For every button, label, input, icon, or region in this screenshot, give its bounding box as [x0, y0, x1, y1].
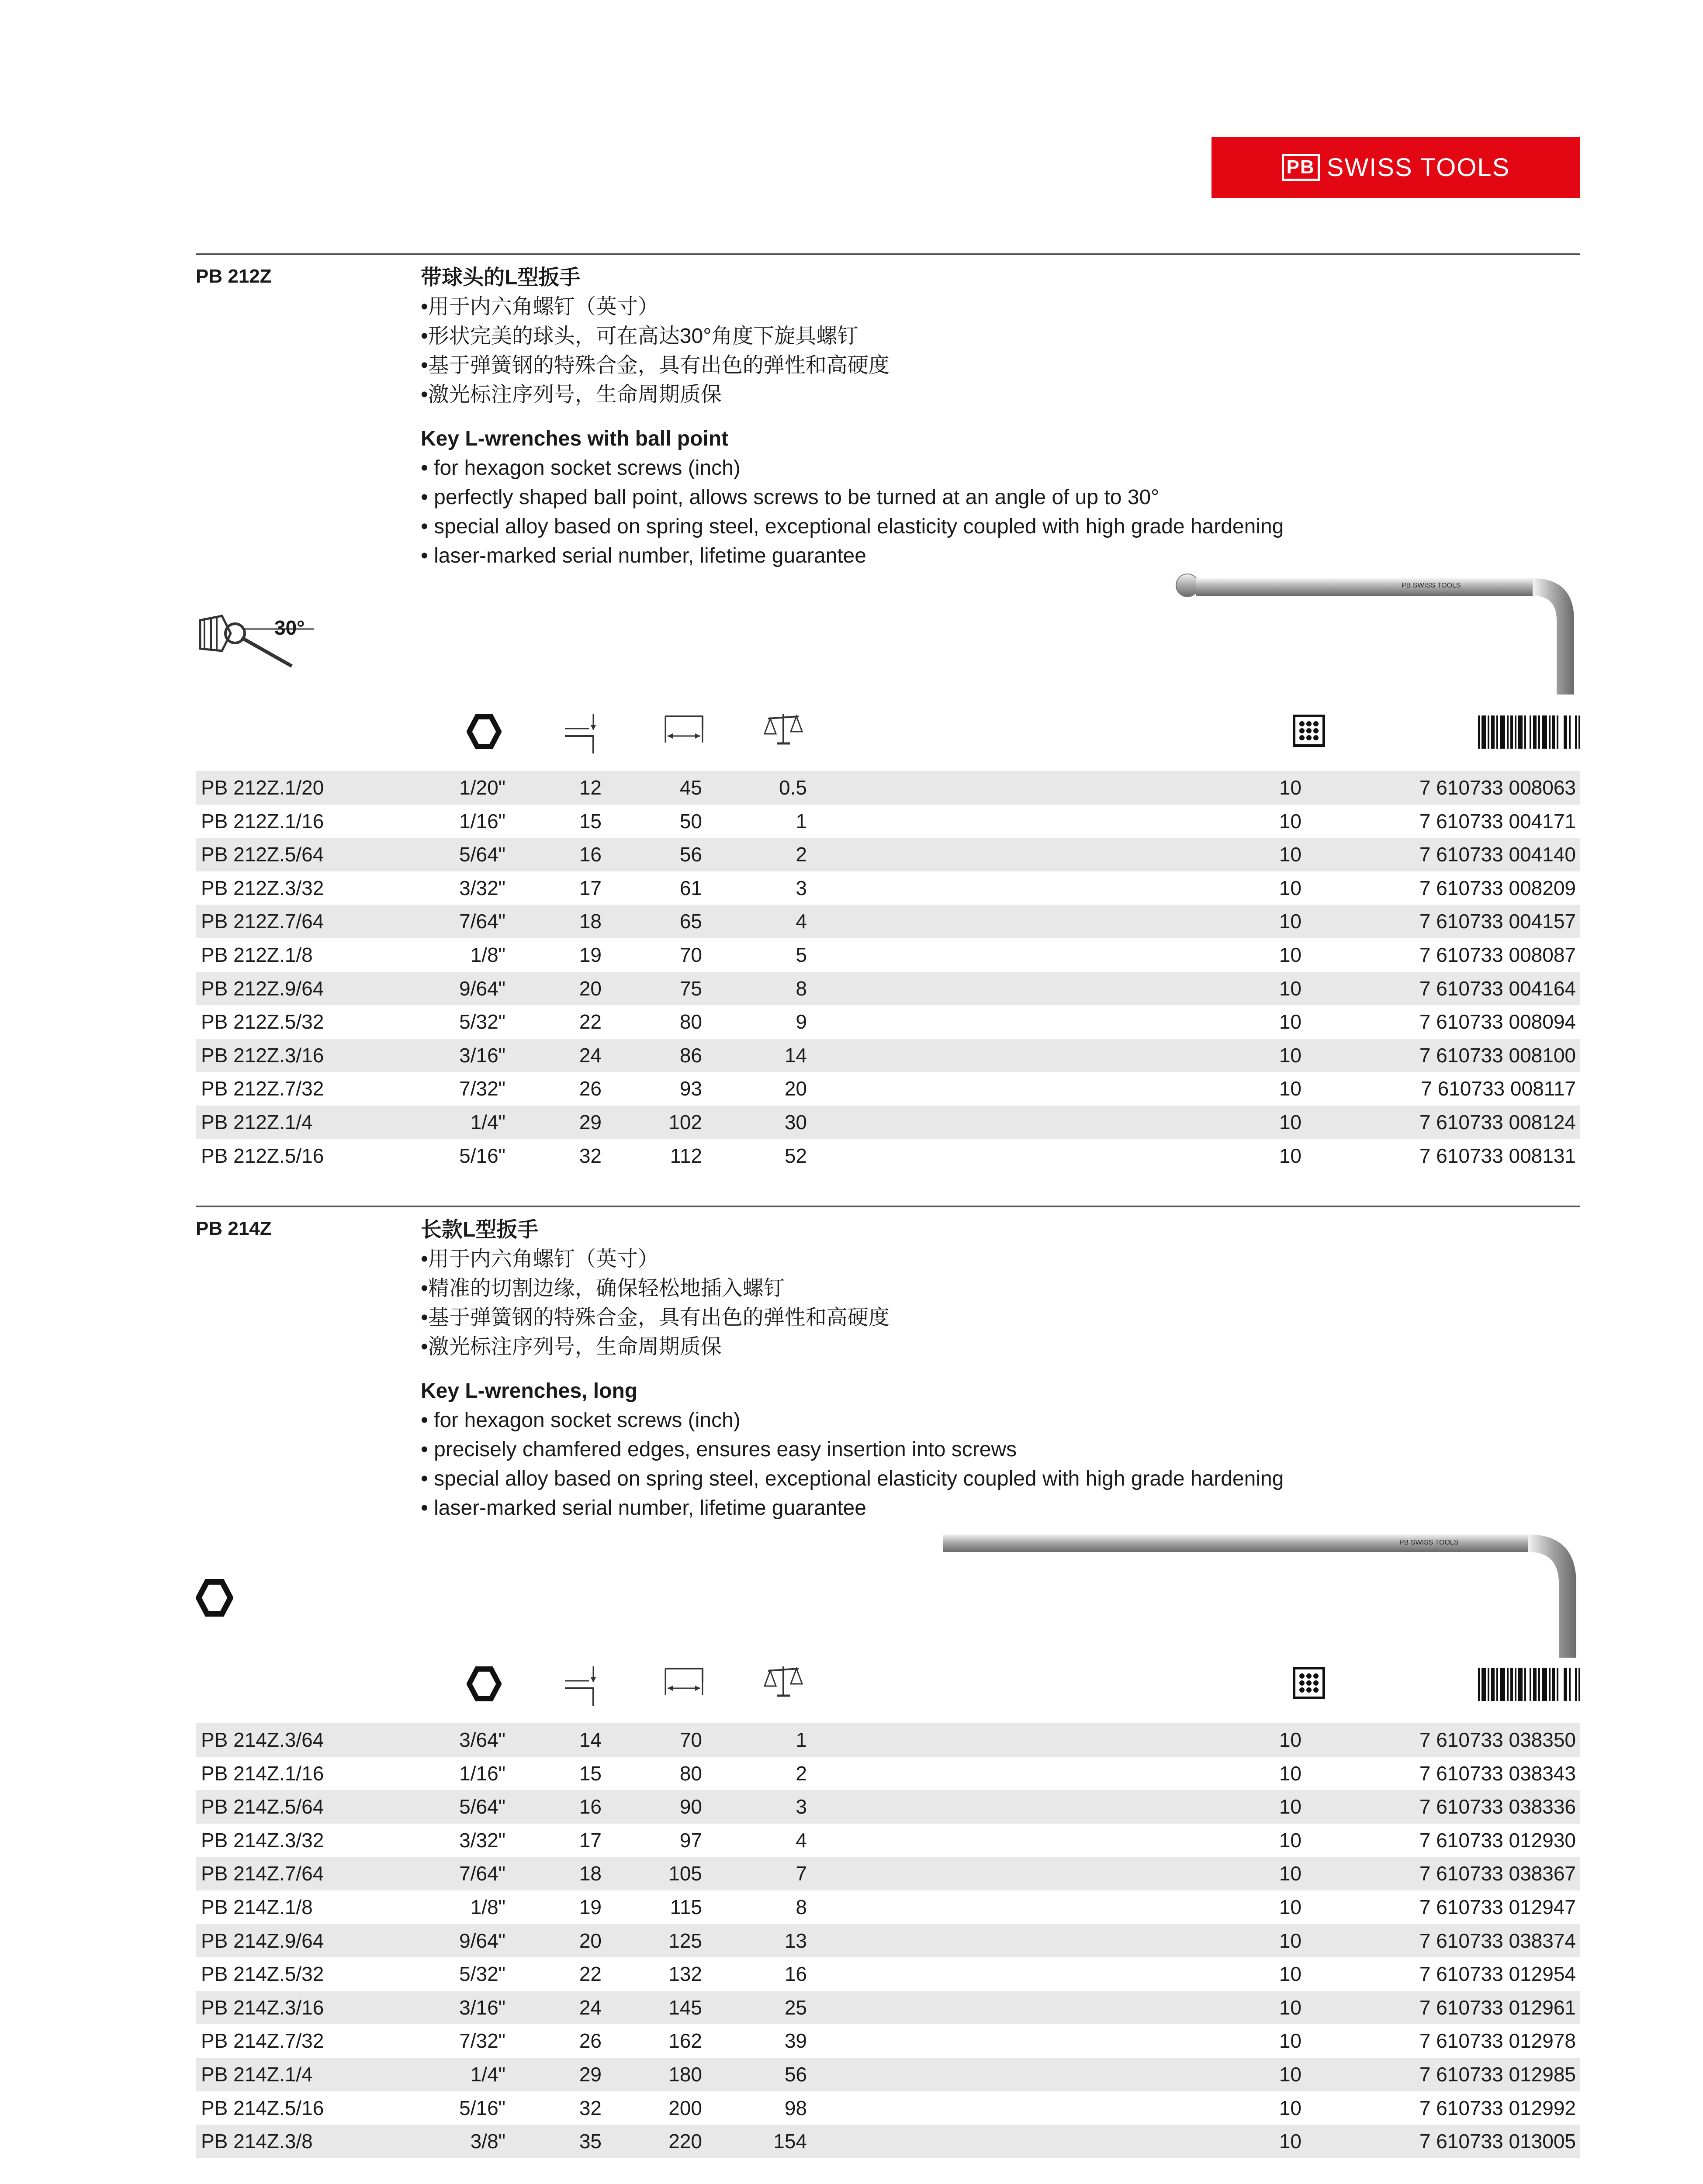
table-row — [196, 1890, 1580, 1924]
ball-point-wrench-image — [1174, 568, 1581, 699]
short-arm-length-cell: 20 — [579, 977, 602, 1000]
article-number-cell: PB 214Z.1/8 — [201, 1895, 313, 1918]
ean-code-cell: 7 610733 038336 — [1419, 1795, 1576, 1818]
long-arm-length-cell: 65 — [679, 910, 702, 933]
pack-quantity-cell: 10 — [1279, 1795, 1301, 1818]
pack-quantity-icon — [1292, 1666, 1326, 1702]
ean-code-cell: 7 610733 008209 — [1419, 876, 1576, 899]
weight-cell: 52 — [784, 1144, 807, 1167]
product-code: PB 212Z — [196, 266, 272, 287]
short-arm-length-icon — [563, 712, 602, 758]
hex-size-cell: 1/20" — [459, 776, 505, 799]
article-number-cell: PB 214Z.9/64 — [201, 1929, 324, 1952]
cn-bullet: •激光标注序列号，生命周期质保 — [421, 383, 722, 406]
table-row — [196, 1106, 1580, 1139]
hex-size-cell: 1/4" — [470, 2063, 505, 2086]
article-number-cell: PB 214Z.1/16 — [201, 1762, 324, 1785]
pack-quantity-cell: 10 — [1279, 1010, 1301, 1033]
hex-size-cell: 9/64" — [459, 977, 505, 1000]
table-row — [196, 2125, 1580, 2158]
product-code: PB 214Z — [196, 1218, 272, 1239]
ean-code-cell: 7 610733 004171 — [1419, 809, 1576, 833]
barcode-icon — [1478, 715, 1580, 751]
short-arm-length-cell: 26 — [579, 2029, 602, 2053]
short-arm-length-cell: 17 — [579, 1828, 602, 1852]
hex-size-cell: 1/8" — [470, 1895, 505, 1918]
short-arm-length-cell: 32 — [579, 1144, 602, 1167]
en-bullet: • perfectly shaped ball point, allows screws to be turned at an angle of up to 30° — [421, 486, 1160, 509]
ean-code-cell: 7 610733 038343 — [1419, 1762, 1576, 1785]
hex-size-cell: 5/16" — [459, 1144, 505, 1167]
ean-code-cell: 7 610733 012985 — [1419, 2063, 1576, 2086]
short-arm-length-cell: 14 — [579, 1728, 602, 1751]
weight-cell: 2 — [796, 1762, 807, 1785]
article-number-cell: PB 214Z.5/32 — [201, 1963, 324, 1986]
weight-scale-icon — [764, 712, 803, 749]
hexagon-socket-icon — [196, 1579, 233, 1619]
cn-bullet: •形状完美的球头，可在高达30°角度下旋具螺钉 — [421, 325, 858, 348]
short-arm-length-cell: 18 — [579, 1862, 602, 1885]
long-arm-length-cell: 200 — [668, 2096, 702, 2119]
hexagon-size-icon — [467, 714, 502, 751]
article-number-cell: PB 212Z.3/16 — [201, 1044, 324, 1067]
weight-cell: 8 — [796, 1895, 807, 1918]
table-row — [196, 2091, 1580, 2125]
short-arm-length-cell: 29 — [579, 1110, 602, 1133]
cn-bullet: •激光标注序列号，生命周期质保 — [421, 1335, 722, 1358]
long-arm-length-cell: 162 — [668, 2029, 702, 2053]
long-arm-length-icon — [663, 712, 707, 749]
article-number-cell: PB 212Z.7/64 — [201, 910, 324, 933]
hex-size-cell: 5/32" — [459, 1010, 505, 1033]
pack-quantity-cell: 10 — [1279, 1144, 1301, 1167]
table-row — [196, 871, 1580, 905]
article-number-cell: PB 212Z.5/16 — [201, 1144, 324, 1167]
weight-cell: 154 — [773, 2130, 807, 2153]
ean-code-cell: 7 610733 008131 — [1419, 1144, 1576, 1167]
hex-size-cell: 3/32" — [459, 876, 505, 899]
table-row — [196, 1857, 1580, 1890]
pack-quantity-cell: 10 — [1279, 776, 1301, 799]
short-arm-length-cell: 20 — [579, 1929, 602, 1952]
table-row — [196, 1005, 1580, 1039]
pack-quantity-cell: 10 — [1279, 843, 1301, 866]
long-arm-length-cell: 115 — [670, 1895, 702, 1918]
short-arm-length-cell: 18 — [579, 910, 602, 933]
product-description — [421, 263, 1557, 570]
product-description — [421, 1215, 1557, 1523]
pack-quantity-cell: 10 — [1279, 910, 1301, 933]
short-arm-length-cell: 24 — [579, 1996, 602, 2019]
wrench-marking: PB SWISS TOOLS — [1402, 582, 1461, 589]
pack-quantity-cell: 10 — [1279, 1895, 1301, 1918]
weight-cell: 9 — [796, 1010, 807, 1033]
pack-quantity-cell: 10 — [1279, 809, 1301, 833]
weight-scale-icon — [764, 1664, 803, 1701]
pack-quantity-cell: 10 — [1279, 1728, 1301, 1751]
short-arm-length-cell: 22 — [579, 1963, 602, 1986]
en-bullet: • laser-marked serial number, lifetime guarantee — [421, 1496, 866, 1520]
article-number-cell: PB 214Z.3/32 — [201, 1828, 324, 1852]
ean-code-cell: 7 610733 008094 — [1419, 1010, 1576, 1033]
en-bullet: • precisely chamfered edges, ensures easy insertion into screws — [421, 1438, 1017, 1461]
ean-code-cell: 7 610733 038367 — [1419, 1862, 1576, 1885]
article-number-cell: PB 214Z.5/16 — [201, 2096, 324, 2119]
short-arm-length-icon — [563, 1664, 602, 1710]
short-arm-length-cell: 22 — [579, 1010, 602, 1033]
article-number-cell: PB 212Z.5/32 — [201, 1010, 324, 1033]
hex-size-cell: 5/16" — [459, 2096, 505, 2119]
short-arm-length-cell: 17 — [579, 876, 602, 899]
ean-code-cell: 7 610733 008117 — [1421, 1077, 1576, 1100]
long-arm-length-cell: 70 — [679, 943, 702, 966]
weight-cell: 39 — [784, 2029, 807, 2053]
pack-quantity-cell: 10 — [1279, 943, 1301, 966]
ean-code-cell: 7 610733 004164 — [1419, 977, 1576, 1000]
weight-cell: 25 — [784, 1996, 807, 2019]
ean-code-cell: 7 610733 038374 — [1419, 1929, 1576, 1952]
hex-size-cell: 3/16" — [459, 1044, 505, 1067]
hex-size-cell: 7/32" — [459, 1077, 505, 1100]
short-arm-length-cell: 15 — [579, 1762, 602, 1785]
ean-code-cell: 7 610733 004140 — [1419, 843, 1576, 866]
ean-code-cell: 7 610733 008087 — [1419, 943, 1576, 966]
table-row — [196, 1139, 1580, 1173]
table-row — [196, 1924, 1580, 1958]
en-title: Key L-wrenches with ball point — [421, 427, 729, 450]
article-number-cell: PB 212Z.5/64 — [201, 843, 324, 866]
hex-size-cell: 9/64" — [459, 1929, 505, 1952]
product-table — [196, 771, 1580, 1172]
cn-bullet: •精准的切割边缘，确保轻松地插入螺钉 — [421, 1277, 785, 1300]
pack-quantity-cell: 10 — [1279, 977, 1301, 1000]
pack-quantity-cell: 10 — [1279, 2130, 1301, 2153]
weight-cell: 2 — [796, 843, 807, 866]
article-number-cell: PB 214Z.7/64 — [201, 1862, 324, 1885]
long-arm-length-cell: 220 — [668, 2130, 702, 2153]
short-arm-length-cell: 29 — [579, 2063, 602, 2086]
long-arm-length-cell: 180 — [668, 2063, 702, 2086]
weight-cell: 3 — [796, 1795, 807, 1818]
ean-code-cell: 7 610733 012954 — [1419, 1963, 1576, 1986]
en-bullet: • special alloy based on spring steel, exceptional elasticity coupled with high grade hardening — [421, 1467, 1284, 1490]
article-number-cell: PB 214Z.3/16 — [201, 1996, 324, 2019]
short-arm-length-cell: 32 — [579, 2096, 602, 2119]
hex-size-cell: 3/16" — [459, 1996, 505, 2019]
hex-size-cell: 3/64" — [459, 1728, 505, 1751]
short-arm-length-cell: 16 — [579, 1795, 602, 1818]
en-bullet: • laser-marked serial number, lifetime guarantee — [421, 544, 866, 567]
weight-cell: 20 — [784, 1077, 807, 1100]
pack-quantity-cell: 10 — [1279, 1762, 1301, 1785]
cn-bullet: •用于内六角螺钉（英寸） — [421, 1248, 659, 1271]
article-number-cell: PB 212Z.1/16 — [201, 809, 324, 833]
table-row — [196, 1957, 1580, 1991]
pack-quantity-cell: 10 — [1279, 2063, 1301, 2086]
hex-size-cell: 7/64" — [459, 1862, 505, 1885]
short-arm-length-cell: 12 — [579, 776, 602, 799]
pack-quantity-cell: 10 — [1279, 876, 1301, 899]
article-number-cell: PB 214Z.3/8 — [201, 2130, 313, 2153]
table-row — [196, 938, 1580, 972]
short-arm-length-cell: 16 — [579, 843, 602, 866]
hex-size-cell: 5/32" — [459, 1963, 505, 1986]
weight-cell: 4 — [796, 910, 807, 933]
article-number-cell: PB 214Z.1/4 — [201, 2063, 313, 2086]
article-number-cell: PB 212Z.1/20 — [201, 776, 324, 799]
short-arm-length-cell: 35 — [579, 2130, 602, 2153]
table-row — [196, 1757, 1580, 1790]
weight-cell: 8 — [796, 977, 807, 1000]
short-arm-length-cell: 24 — [579, 1044, 602, 1067]
hex-size-cell: 3/32" — [459, 1828, 505, 1852]
long-wrench-image — [943, 1527, 1581, 1662]
section-divider — [196, 1206, 1580, 1207]
weight-cell: 1 — [796, 1728, 807, 1751]
long-arm-length-icon — [663, 1664, 707, 1701]
table-row — [196, 838, 1580, 871]
cn-bullet: •用于内六角螺钉（英寸） — [421, 295, 659, 318]
hex-size-cell: 1/4" — [470, 1110, 505, 1133]
table-row — [196, 905, 1580, 938]
weight-cell: 5 — [796, 943, 807, 966]
ean-code-cell: 7 610733 008063 — [1419, 776, 1576, 799]
table-row — [196, 2024, 1580, 2058]
hex-size-cell: 5/64" — [459, 843, 505, 866]
article-number-cell: PB 212Z.3/32 — [201, 876, 324, 899]
weight-cell: 4 — [796, 1828, 807, 1852]
weight-cell: 14 — [784, 1044, 807, 1067]
article-number-cell: PB 212Z.1/8 — [201, 943, 313, 966]
pack-quantity-cell: 10 — [1279, 1828, 1301, 1852]
article-number-cell: PB 212Z.1/4 — [201, 1110, 313, 1133]
long-arm-length-cell: 90 — [679, 1795, 702, 1818]
ball-point-angle-icon — [196, 607, 318, 668]
brand-text: SWISS TOOLS — [1326, 153, 1510, 182]
long-arm-length-cell: 145 — [668, 1996, 702, 2019]
table-row — [196, 805, 1580, 838]
pack-quantity-cell: 10 — [1279, 2096, 1301, 2119]
long-arm-length-cell: 56 — [679, 843, 702, 866]
barcode-icon — [1478, 1668, 1580, 1703]
cn-title: 带球头的L型扳手 — [421, 266, 581, 289]
ean-code-cell: 7 610733 012978 — [1419, 2029, 1576, 2053]
long-arm-length-cell: 61 — [679, 876, 702, 899]
hex-size-cell: 5/64" — [459, 1795, 505, 1818]
pack-quantity-cell: 10 — [1279, 1044, 1301, 1067]
hex-size-cell: 1/8" — [470, 943, 505, 966]
short-arm-length-cell: 15 — [579, 809, 602, 833]
hex-size-cell: 7/32" — [459, 2029, 505, 2053]
long-arm-length-cell: 80 — [679, 1010, 702, 1033]
table-row — [196, 1072, 1580, 1106]
long-arm-length-cell: 125 — [668, 1929, 702, 1952]
brand-logo — [1211, 137, 1580, 198]
short-arm-length-cell: 19 — [579, 1895, 602, 1918]
ean-code-cell: 7 610733 012961 — [1419, 1996, 1576, 2019]
article-number-cell: PB 214Z.7/32 — [201, 2029, 324, 2053]
long-arm-length-cell: 102 — [668, 1110, 702, 1133]
section-divider — [196, 253, 1580, 255]
table-row — [196, 771, 1580, 805]
hex-size-cell: 3/8" — [470, 2130, 505, 2153]
pack-quantity-cell: 10 — [1279, 1862, 1301, 1885]
hex-size-cell: 1/16" — [459, 1762, 505, 1785]
weight-cell: 16 — [784, 1963, 807, 1986]
product-table — [196, 1723, 1580, 2158]
short-arm-length-cell: 26 — [579, 1077, 602, 1100]
table-row — [196, 2058, 1580, 2091]
table-row — [196, 1039, 1580, 1072]
cn-bullet: •基于弹簧钢的特殊合金，具有出色的弹性和高硬度 — [421, 1306, 890, 1329]
long-arm-length-cell: 132 — [668, 1963, 702, 1986]
weight-cell: 1 — [796, 809, 807, 833]
long-arm-length-cell: 93 — [679, 1077, 702, 1100]
weight-cell: 30 — [784, 1110, 807, 1133]
table-row — [196, 1824, 1580, 1857]
hexagon-size-icon — [467, 1666, 502, 1704]
pack-quantity-cell: 10 — [1279, 2029, 1301, 2053]
pack-quantity-cell: 10 — [1279, 1110, 1301, 1133]
long-arm-length-cell: 97 — [679, 1828, 702, 1852]
en-title: Key L-wrenches, long — [421, 1379, 638, 1403]
long-arm-length-cell: 112 — [670, 1144, 702, 1167]
weight-cell: 98 — [784, 2096, 807, 2119]
long-arm-length-cell: 75 — [679, 977, 702, 1000]
pack-quantity-icon — [1292, 714, 1326, 750]
ean-code-cell: 7 610733 013005 — [1419, 2130, 1576, 2153]
angle-label: 30° — [274, 616, 305, 639]
table-row — [196, 1991, 1580, 2025]
short-arm-length-cell: 19 — [579, 943, 602, 966]
article-number-cell: PB 212Z.7/32 — [201, 1077, 324, 1100]
pack-quantity-cell: 10 — [1279, 1963, 1301, 1986]
en-bullet: • for hexagon socket screws (inch) — [421, 1409, 741, 1432]
weight-cell: 7 — [796, 1862, 807, 1885]
table-row — [196, 1790, 1580, 1824]
weight-cell: 56 — [784, 2063, 807, 2086]
brand-mark: PB — [1282, 154, 1320, 181]
long-arm-length-cell: 86 — [679, 1044, 702, 1067]
hex-size-cell: 7/64" — [459, 910, 505, 933]
long-arm-length-cell: 70 — [679, 1728, 702, 1751]
cn-bullet: •基于弹簧钢的特殊合金，具有出色的弹性和高硬度 — [421, 354, 890, 377]
en-bullet: • for hexagon socket screws (inch) — [421, 456, 741, 480]
cn-title: 长款L型扳手 — [421, 1218, 539, 1241]
hex-size-cell: 1/16" — [459, 809, 505, 833]
ean-code-cell: 7 610733 008124 — [1419, 1110, 1576, 1133]
en-bullet: • special alloy based on spring steel, exceptional elasticity coupled with high grade hardening — [421, 515, 1284, 538]
long-arm-length-cell: 105 — [668, 1862, 702, 1885]
long-arm-length-cell: 80 — [679, 1762, 702, 1785]
weight-cell: 13 — [784, 1929, 807, 1952]
article-number-cell: PB 214Z.5/64 — [201, 1795, 324, 1818]
pack-quantity-cell: 10 — [1279, 1929, 1301, 1952]
pack-quantity-cell: 10 — [1279, 1996, 1301, 2019]
ean-code-cell: 7 610733 012992 — [1419, 2096, 1576, 2119]
ean-code-cell: 7 610733 012947 — [1419, 1895, 1576, 1918]
table-row — [196, 1723, 1580, 1757]
article-number-cell: PB 214Z.3/64 — [201, 1728, 324, 1751]
article-number-cell: PB 212Z.9/64 — [201, 977, 324, 1000]
weight-cell: 0.5 — [779, 776, 807, 799]
ean-code-cell: 7 610733 012930 — [1419, 1828, 1576, 1852]
table-row — [196, 972, 1580, 1006]
wrench-marking: PB SWISS TOOLS — [1399, 1539, 1459, 1546]
long-arm-length-cell: 50 — [679, 809, 702, 833]
pack-quantity-cell: 10 — [1279, 1077, 1301, 1100]
ean-code-cell: 7 610733 038350 — [1419, 1728, 1576, 1751]
ean-code-cell: 7 610733 008100 — [1419, 1044, 1576, 1067]
ean-code-cell: 7 610733 004157 — [1419, 910, 1576, 933]
weight-cell: 3 — [796, 876, 807, 899]
long-arm-length-cell: 45 — [679, 776, 702, 799]
